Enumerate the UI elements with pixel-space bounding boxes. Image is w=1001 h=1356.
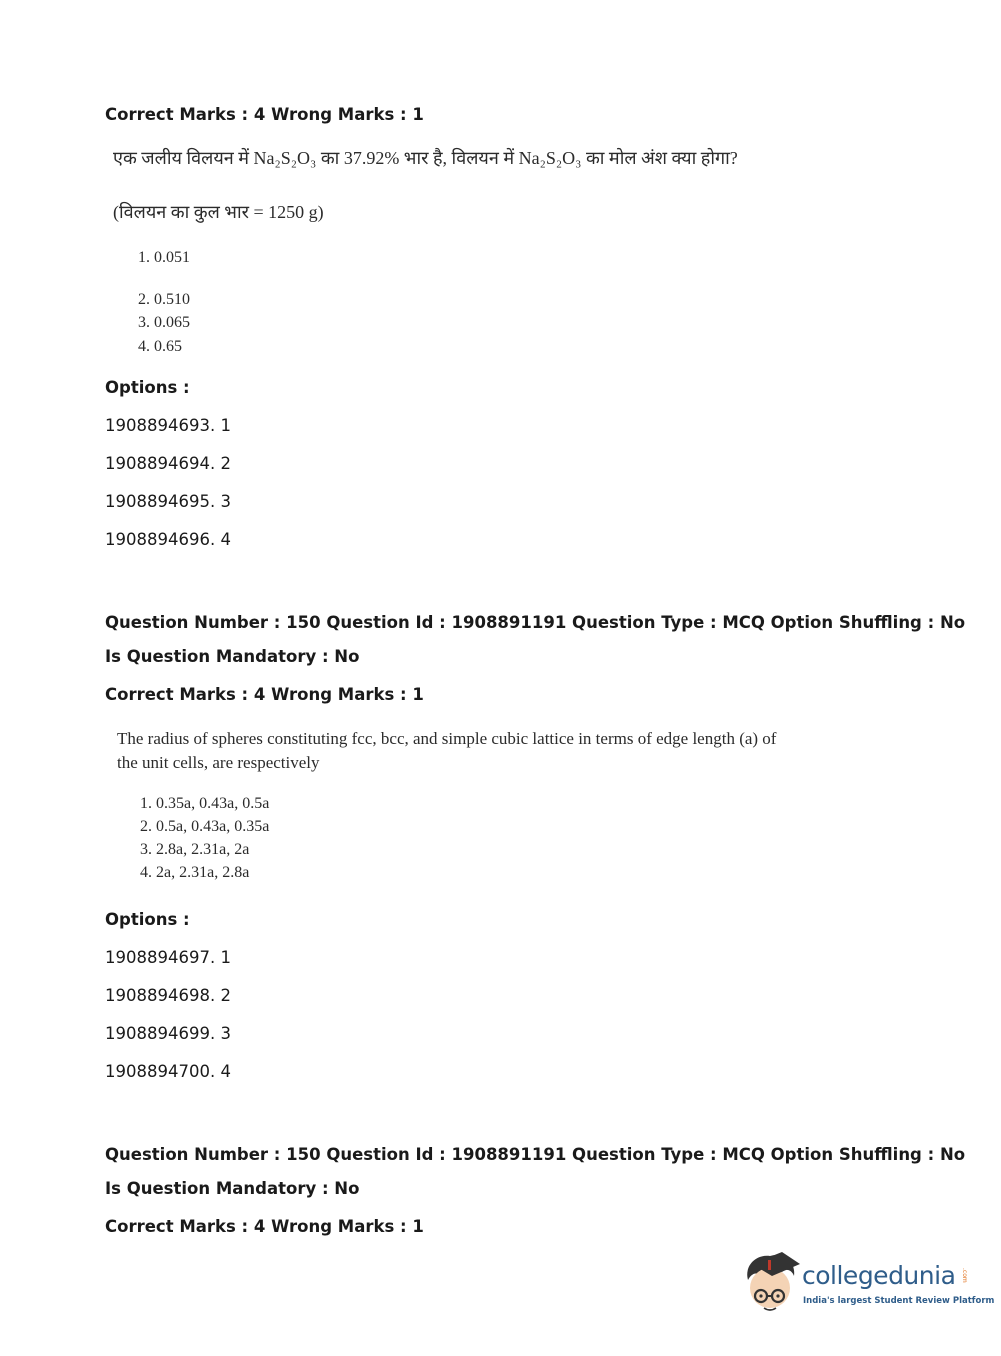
block2-option-4: 1908894700. 4 (105, 1062, 231, 1081)
block1-option-3: 1908894695. 3 (105, 492, 231, 511)
block3-mandatory: Is Question Mandatory : No (105, 1179, 360, 1198)
block1-choice-3: 3. 0.065 (138, 314, 190, 331)
block1-choice-1: 1. 0.051 (138, 249, 190, 266)
block2-question-line1: The radius of spheres constituting fcc, bcc, and simple cubic lattice in terms of edge length (a) of (117, 729, 777, 748)
block1-question-line1: एक जलीय विलयन में Na₂S₂O₃ का 37.92% भार है, विलयन में Na₂S₂O₃ का मोल अंश क्या होगा? (113, 148, 738, 168)
block1-options-label: Options : (105, 378, 190, 397)
brand-name: collegedunia (802, 1261, 956, 1290)
block1-option-4: 1908894696. 4 (105, 530, 231, 549)
block2-option-2: 1908894698. 2 (105, 986, 231, 1005)
block1-question-line2: (विलयन का कुल भार = 1250 g) (113, 202, 324, 222)
block2-option-3: 1908894699. 3 (105, 1024, 231, 1043)
student-mascot-icon (742, 1250, 802, 1320)
block2-marks: Correct Marks : 4 Wrong Marks : 1 (105, 685, 424, 704)
block2-header: Question Number : 150 Question Id : 1908891191 Question Type : MCQ Option Shuffling : No (105, 613, 966, 632)
block3-marks: Correct Marks : 4 Wrong Marks : 1 (105, 1217, 424, 1236)
block2-options-label: Options : (105, 910, 190, 929)
block1-choice-2: 2. 0.510 (138, 291, 190, 308)
block2-choice-1: 1. 0.35a, 0.43a, 0.5a (140, 795, 270, 812)
brand-tagline: India's largest Student Review Platform (803, 1296, 995, 1306)
collegedunia-logo (742, 1250, 995, 1320)
block2-question-line2: the unit cells, are respectively (117, 753, 320, 772)
block1-choice-4: 4. 0.65 (138, 338, 182, 355)
block1-marks: Correct Marks : 4 Wrong Marks : 1 (105, 105, 424, 124)
block2-choice-4: 4. 2a, 2.31a, 2.8a (140, 864, 250, 881)
brand-suffix: .com (961, 1268, 968, 1283)
block1-option-1: 1908894693. 1 (105, 416, 231, 435)
block2-mandatory: Is Question Mandatory : No (105, 647, 360, 666)
block2-option-1: 1908894697. 1 (105, 948, 231, 967)
block2-choice-3: 3. 2.8a, 2.31a, 2a (140, 841, 250, 858)
block3-header: Question Number : 150 Question Id : 1908891191 Question Type : MCQ Option Shuffling : No (105, 1145, 966, 1164)
block2-choice-2: 2. 0.5a, 0.43a, 0.35a (140, 818, 270, 835)
block1-option-2: 1908894694. 2 (105, 454, 231, 473)
